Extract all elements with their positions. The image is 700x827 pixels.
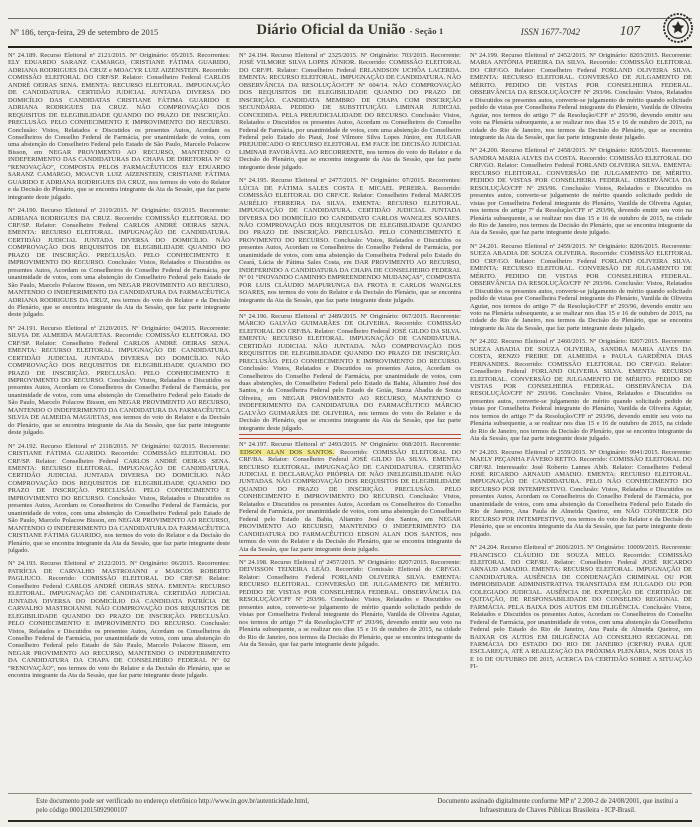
entry-text-post: Recorrido: COMISSÃO ELEITORAL DO CRF/BA. Relator: Conselheiro Federal JOSÉ GILDO DA SILVA. EMENTA: RECURSO ELEITORAL. IMPUGNAÇÃO DE CANDIDATURA. CERTIDÃO JUDICIAL E DECLARAÇÃO PRÓPRIA DE NÃO INELEGIBILIDADE NÃO JUNTADAS. NÃO COMPROVAÇÃO DOS REQUISITOS DE ELEGIBILIDADE QUANDO DO PRAZO DE INSCRIÇÃO. PRECLUSÃO. PELO CONHECIMENTO E IMPROVIMENTO DO RECURSO. Conclusão: Vistos, Relatados e Discutidos os presentes Autos, Acordam os Conselheiros do Conselho Federal de Farmácia, por unanimidade de votos, com uma abstenção do Conselheiro Federal pelo Estado da Bahia, Altamiro José dos Santos, em NEGAR PROVIMENTO AO RECURSO, MANTENDO O INDEFERIMENTO DA CANDIDATURA DO FARMACÊUTICO EDSON ALAN DOS SANTOS, nos termos do voto do Relator e da Decisão do Plenário, que se encontra integrante da Ata da Sessão, que faz parte integrante deste julgado.: [239, 448, 461, 553]
edition-date: Nº 186, terça-feira, 29 de setembro de 2015: [10, 27, 159, 37]
gazette-entry-24190: Nº 24.190. Recurso Eleitoral nº 2119/2015. Nº Originário: 03/2015. Recorrente: ADRIANA RODRIGUES DA CRUZ. Recorrido: COMISSÃO ELEITORAL DO CRF/SP. Relator: Conselheiro Federal CARLOS ANDRÉ OEIRAS SENA. EMENTA: RECURSO ELEITORAL. IMPUGNAÇÃO DE CANDIDATURA. CERTIDÃO JUDICIAL JUNTADA DIVERSA DO DOMICÍLIO. NÃO COMPROVAÇÃO DOS REQUISITOS DE ELEGIBILIDADE QUANDO DO PRAZO DE INSCRIÇÃO. PRECLUSÃO. PELO CONHECIMENTO E IMPROVIMENTO DO RECURSO. Conclusão: Vistos, Relatados e Discutidos os presentes Autos, Acordam os Conselheiros do Conselho Federal de Farmácia, por unanimidade de votos, com uma abstenção do Conselheiro Federal pelo Estado de São Paulo, Marcelo Polacow Bisson, em NEGAR PROVIMENTO AO RECURSO, MANTENDO O INDEFERIMENTO DA CANDIDATURA DA FARMACÊUTICA ADRIANA RODRIGUES DA CRUZ, nos termos do voto do Relator e da Decisão do Plenário, que se encontra integrante da Ata da Sessão, que faz parte integrante deste julgado.: [8, 207, 230, 319]
masthead: [8, 18, 692, 48]
official-seal-icon: [662, 12, 694, 44]
gazette-entry-24195: Nº 24.195. Recurso Eleitoral nº 2477/2015. Nº Originário: 07/2015. Recorrentes: LÚCIA DE FÁTIMA SALES COSTA E MICAEL PEREIRA. Recorrido: COMISSÃO ELEITORAL DO CRF/CE. Relator: Conselheiro Federal MARCOS AURÉLIO FERREIRA DA SILVA. EMENTA: RECURSO ELEITORAL. IMPUGNAÇÃO DE CANDIDATURA. CERTIDÃO JUDICIAL JUNTADA DIVERSA DO DOMICÍLIO DO CANDIDATO CARLOS WANGLES SOARES. NÃO COMPROVAÇÃO DOS REQUISITOS DE ELEGIBILIDADE QUANDO DO PRAZO DE INSCRIÇÃO. PRECLUSÃO. PELO CONHECIMENTO E PROVIMENTO DO RECURSO. Conclusão: Vistos, Relatados e Discutidos os presentes Autos, Acordam os Conselheiros do Conselho Federal de Farmácia, por unanimidade de votos, com uma abstenção da Conselheira Federal pelo Estado do Ceará, Lúcia de Fátima Sales Costa, em DAR PROVIMENTO AO RECURSO, INDEFERINDO A CANDIDATURA DA CHAPA DE CONSELHEIRO FEDERAL Nº 01 “INOVANDO CAMINHO EMPREENDENDO MUDANÇAS”, COMPOSTA POR LUIS CLÁUDIO MAPURUNGA DA FROTA E CARLOS WANGLES SOARES, nos termos do voto do Relator e da Decisão do Plenário, que se encontra integrante da Ata da Sessão, que faz parte integrante deste julgado.: [239, 177, 461, 304]
gazette-entry-24199: Nº 24.199. Recurso Eleitoral nº 2452/2015. Nº Originário: 8203/2015. Recorrente: MARIA ANTÔNIA PEREIRA DA SILVA. Recorrido: COMISSÃO ELEITORAL DO CRF/GO. Relator: Conselheiro Federal FORLAND OLIVEIRA SILVA. EMENTA: RECURSO ELEITORAL. CONVERSÃO DE JULGAMENTO DE MÉRITO. PEDIDO DE VISTAS POR CONSELHEIRA FEDERAL. OBSERVÂNCIA DA RESOLUÇÃO/CFF Nº 293/96. Conclusão: Vistos, Relatados e Discutidos os presentes autos, converte-se julgamento de mérito quando solicitado pedido de vistas por Conselheira Federal integrante do Plenário, Vanilda de Oliveira Aguiar, nos termos do artigo 7º da Resolução/CFF nº 293/96, devendo emitir seu voto na Plenária subsequente, a se realizar nos dias 15 e 16 de outubro de 2015, na cidade do Rio de Janeiro, nos termos da Decisão do Plenário, que se encontra integrante da Ata da Sessão, que faz parte integrante deste julgado.: [470, 52, 692, 141]
verification-note: [8, 797, 309, 815]
gazette-entry-24198: Nº 24.198. Recurso Eleitoral nº 2457/2015. Nº Originário: 8207/2015. Recorrente: DEIVISSON TEIXEIRA LEÃO. Recorrido: Comissão Eleitoral do CRF/GO. Relator: Conselheiro Federal FORLAND OLIVEIRA SILVA. EMENTA: RECURSO ELEITORAL. CONVERSÃO DE JULGAMENTO DE MÉRITO. PEDIDO DE VISTAS POR CONSELHEIRA FEDERAL. OBSERVÂNCIA DA RESOLUÇÃO/CFF Nº 293/96. Conclusão: Vistos, Relatados e Discutidos os presentes autos, converte-se julgamento de mérito quando solicitado pedido de vistas por Conselheira Federal integrante do Plenário, Vanilda de Oliveira Aguiar, nos termos do artigo 7º da Resolução/CFF nº 293/96, devendo emitir seu voto na Plenária subsequente, a se realizar nos dias 15 e 16 de outubro de 2015, na cidade do Rio de Janeiro, nos termos da Decisão do Plenário, que se encontra integrante da Ata da Sessão, que faz parte integrante deste julgado.: [239, 559, 461, 648]
signature-line1: Documento assinado digitalmente conforme MP nº 2.200-2 de 24/08/2001, que institui a: [437, 798, 678, 805]
gazette-entry-24196: Nº 24.196. Recurso Eleitoral nº 2489/2015. Nº Originário: 067/2015. Recorrente: MÁRCIO GALVÃO GUIMARÃES DE OLIVEIRA. Recorrido: COMISSÃO ELEITORAL DO CRF/BA. Relator: Conselheiro Federal JOSÉ GILDO DA SILVA. EMENTA: RECURSO ELEITORAL. IMPUGNAÇÃO DE CANDIDATURA. CERTIDÃO JUDICIAL NÃO JUNTADA. NÃO COMPROVAÇÃO DOS REQUISITOS DE ELEGIBILIDADE QUANDO DO PRAZO DE INSCRIÇÃO. PRECLUSÃO. PELO CONHECIMENTO E IMPROVIMENTO DO RECURSO. Conclusão: Vistos, Relatados e Discutidos os presentes Autos, Acordam os Conselheiros do Conselho Federal de Farmácia, por unanimidade de votos, com duas abstenções, do Conselheiro Federal pelo Estado da Bahia, Altamiro José dos Santos, e da Conselheira Federal pelo Estado de Goiás, Sueza Abadia de Souza Oliveira, em NEGAR PROVIMENTO AO RECURSO, MANTENDO O INDEFERIMENTO DA CANDIDATURA DO FARMACÊUTICO MÁRCIO GALVÃO GUIMARÃES DE OLIVEIRA, nos termos do voto do Relator e da Decisão do Plenário, que se encontra integrante da Ata da Sessão, que faz parte integrante deste julgado.: [239, 312, 461, 432]
signature-line2: Infraestrutura de Chaves Públicas Brasileira - ICP-Brasil.: [479, 807, 636, 814]
page-footer: [8, 793, 692, 822]
gazette-entry-24203: Nº 24.203. Recurso Eleitoral nº 2559/2015. Nº Originário: 9941/2015. Recorrente: MAELY PEÇANHA FÁVERO RETTO. Recorrido: COMISSÃO ELEITORAL DO CRF/RJ. Interessado: José Roberto Lannes Abib. Relator: Conselheiro Federal JOSÉ RICARDO ARNAUD AMADIO. EMENTA: RECURSO ELEITORAL. IMPUGNAÇÃO DE CANDIDATURA. PELO NÃO CONHECIMENTO DO RECURSO POR INTEMPESTIVO. Conclusão: Vistos, Relatados e Discutidos os presentes Autos, Acordam os Conselheiros do Conselho Federal de Farmácia, por unanimidade de votos, com uma abstenção da Conselheira Federal pelo Estado do Rio de Janeiro, Ana Paula de Almeida Queiroz, em NÃO CONHECER DO RECURSO POR INTEMPESTIVO, nos termos do voto do Relator e da Decisão do Plenário, que se encontra integrante da Ata da Sessão, que faz parte integrante deste julgado.: [470, 448, 692, 538]
gazette-entry-24197: [239, 441, 461, 553]
article-columns: [8, 52, 692, 795]
gazette-entry-24193: Nº 24.193. Recurso Eleitoral nº 2122/2015. Nº Originário: 06/2015. Recorrentes: PATRÍCIA DE CARVALHO MASTROIANNI e MARCOS ROBERTO PAGLIUCO. Recorrido: COMISSÃO ELEITORAL DO CRF/SP. Relator: Conselheiro Federal CARLOS ANDRÉ OEIRAS SENA. EMENTA: RECURSO ELEITORAL. IMPUGNAÇÃO DE CANDIDATURA. CERTIDÃO JUDICIAL JUNTADA DIVERSA DO DOMICÍLIO DA CANDIDATA PATRÍCIA DE CARVALHO MASTROIANNI. NÃO COMPROVAÇÃO DOS REQUISITOS DE ELEGIBILIDADE QUANDO DO PRAZO DE INSCRIÇÃO. PRECLUSÃO. PELO CONHECIMENTO E IMPROVIMENTO DO RECURSO. Conclusão: Vistos, Relatados e Discutidos os presentes Autos, Acordam os Conselheiros do Conselho Federal de Farmácia, por unanimidade de votos, com uma abstenção do Conselheiro Federal pelo Estado de São Paulo, Marcelo Polacow Bisson, em NEGAR PROVIMENTO AO RECURSO, MANTENDO O INDEFERIMENTO DA CANDIDATURA DA CHAPA DE CONSELHEIRO FEDERAL Nº 02 “RENOVAÇÃO”, nos termos do voto do Relator e da Decisão do Plenário, que se encontra integrante da Ata da Sessão, que faz parte integrante deste julgado.: [8, 560, 230, 680]
verification-line1: Este documento pode ser verificado no endereço eletrônico http://www.in.gov.br/autenticidade.html,: [36, 798, 309, 805]
yellow-highlight: EDSON ALAN DOS SANTOS.: [240, 448, 335, 456]
annotation-red-box-1: [239, 310, 461, 435]
gazette-entry-24200: Nº 24.200. Recurso Eleitoral nº 2458/2015. Nº Originário: 8205/2015. Recorrente: SANDRA MARIA ALVES DA COSTA. Recorrido: COMISSÃO ELEITORAL DO CRF/GO. Relator: Conselheiro Federal FORLAND OLIVEIRA SILVA. EMENTA: RECURSO ELEITORAL. CONVERSÃO DE JULGAMENTO DE MÉRITO. PEDIDO DE VISTAS POR CONSELHEIRA FEDERAL. OBSERVÂNCIA DA RESOLUÇÃO/CFF Nº 293/96. Conclusão: Vistos, Relatados e Discutidos os presentes autos, converte-se julgamento de mérito quando solicitado pedido de vistas por Conselheira Federal integrante do Plenário, Vanilda de Oliveira Aguiar, nos termos do artigo 7º da Resolução/CFF nº 293/96, devendo emitir seu voto na Plenária subsequente, a se realizar nos dias 15 e 16 de outubro de 2015, na cidade do Rio de Janeiro, nos termos da Decisão do Plenário, que se encontra integrante da Ata da Sessão, que faz parte integrante deste julgado.: [470, 147, 692, 237]
gazette-entry-24194: Nº 24.194. Recurso Eleitoral nº 2325/2015. Nº Originário: 703/2015. Recorrente: JOSÉ VILMORE SILVA LOPES JÚNIOR. Recorrido: COMISSÃO ELEITORAL DO CRF/PI. Relator: Conselheiro Federal ERLANDSON UCHÔA LACERDA. EMENTA: RECURSO ELEITORAL. IMPUGNAÇÃO DE CANDIDATURA. NÃO OBSERVÂNCIA DA RESOLUÇÃO/CFF Nº 604/14. NÃO COMPROVAÇÃO DOS REQUISITOS DE ELEGIBILIDADE QUANDO DO PRAZO DE INSCRIÇÃO. CANDIDATA MEMBRO DE CHAPA COM INSCRIÇÃO SECUNDÁRIA. PEDIDO DE SUBSTITUIÇÃO. LIMINAR JUDICIAL CONCEDIDA. PELA PREJUDICIALIDADE DO RECURSO. Conclusão: Vistos, Relatados e Discutidos os presentes Autos, Acordam os Conselheiros do Conselho Federal de Farmácia, por unanimidade de votos, com uma abstenção do Conselheiro Federal pelo Estado do Piauí, José Vilmore Silva Lopes Júnior, em JULGAR PREJUDICADO O RECURSO ELEITORAL EM FACE DE DECISÃO JUDICIAL LIMINAR FAVORÁVEL AO RECORRENTE, nos termos do voto do Relator e da Decisão do Plenário, que se encontra integrante da Ata da Sessão, que faz parte integrante deste julgado.: [239, 52, 461, 171]
column-3: [470, 52, 692, 795]
section-label: - Seção 1: [409, 26, 444, 36]
gazette-entry-24189: Nº 24.189. Recurso Eleitoral nº 2121/2015. Nº Originário: 05/2015. Recorrentes: ELY EDUARDO SARANZ CAMARGO, CRISTIANE FÁTIMA GUARIDO, ADRIANA RODRIGUES DA CRUZ e MOACYR LUIZ AIZENSTEIN. Recorrido: COMISSÃO ELEITORAL DO CRF/SP. Relator: Conselheiro Federal CARLOS ANDRÉ OEIRAS SENA. EMENTA: RECURSO ELEITORAL. IMPUGNAÇÃO DE CANDIDATURA. CERTIDÃO JUDICIAL JUNTADA DIVERSA DO DOMICÍLIO DAS CANDIDATAS CRISTIANE FÁTIMA GUARIDO E ADRIANA RODRIGUES DA CRUZ. NÃO COMPROVAÇÃO DOS REQUISITOS DE ELEGIBILIDADE QUANDO DO PRAZO DE INSCRIÇÃO. PRECLUSÃO. PELO CONHECIMENTO E IMPROVIMENTO DO RECURSO. Conclusão: Vistos, Relatados e Discutidos os presentes Autos, Acordam os Conselheiros do Conselho Federal de Farmácia, por unanimidade de votos, com uma abstenção do Conselheiro Federal pelo Estado de São Paulo, Marcelo Polacow Bisson, em NEGAR PROVIMENTO AO RECURSO, MANTENDO O INDEFERIMENTO DAS CANDIDATURAS DA CHAPA DE DIRETORIA Nº 02 “RENOVAÇÃO”, COMPOSTA PELOS FARMACÊUTICOS ELY EDUARDO SARANZ CAMARGO, MOACYR LUIZ AIZENSTEIN, CRISTIANE FÁTIMA GUARIDO E ADRIANA RODRIGUES DA CRUZ, nos termos do voto do Relator e da Decisão do Plenário, que se encontra integrante da Ata da Sessão, que faz parte integrante deste julgado.: [8, 52, 230, 201]
column-2: [239, 52, 461, 795]
page-title: [257, 22, 444, 39]
gazette-entry-24192: Nº 24.192. Recurso Eleitoral nº 2118/2015. Nº Originário: 02/2015. Recorrente: CRISTIANE FÁTIMA GUARIDO. Recorrido: COMISSÃO ELEITORAL DO CRF/SP. Relator: Conselheiro Federal CARLOS ANDRÉ OEIRAS SENA. EMENTA: RECURSO ELEITORAL. IMPUGNAÇÃO DE CANDIDATURA. CERTIDÃO JUDICIAL JUNTADA DIVERSA DO DOMICÍLIO. NÃO COMPROVAÇÃO DOS REQUISITOS DE ELEGIBILIDADE QUANDO DO PRAZO DE INSCRIÇÃO. PRECLUSÃO. PELO CONHECIMENTO E IMPROVIMENTO DO RECURSO. Conclusão: Vistos, Relatados e Discutidos os presentes Autos, Acordam os Conselheiros do Conselho Federal de Farmácia, por unanimidade de votos, com uma abstenção do Conselheiro Federal pelo Estado de São Paulo, Marcelo Polacow Bisson, em NEGAR PROVIMENTO AO RECURSO, MANTENDO O INDEFERIMENTO DA CANDIDATURA DA FARMACÊUTICA CRISTIANE FÁTIMA GUARIDO, nos termos do voto do Relator e da Decisão do Plenário, que se encontra integrante da Ata da Sessão, que faz parte integrante deste julgado.: [8, 442, 230, 554]
gazette-entry-24202: Nº 24.202. Recurso Eleitoral nº 2460/2015. Nº Originário: 8207/2015. Recorrente: SUEZA ABADIA DE SOUZA OLIVEIRA, SANDRA MARIA ALVES DA COSTA, RENZO FREIRE DE ALMEIDA e PAULA GARDÊNIA DIAS FERNANDES. Recorrido: COMISSÃO ELEITORAL DO CRF/GO. Relator: Conselheiro Federal FORLAND OLIVEIRA SILVA. EMENTA: RECURSO ELEITORAL. CONVERSÃO DE JULGAMENTO DE MÉRITO. PEDIDO DE VISTAS POR CONSELHEIRA FEDERAL. OBSERVÂNCIA DA RESOLUÇÃO/CFF Nº 293/96. Conclusão: Vistos, Relatados e Discutidos os presentes autos, converte-se julgamento de mérito quando solicitado pedido de vistas por Conselheira Federal integrante do Plenário, Vanilda de Oliveira Aguiar, nos termos do artigo 7º da Resolução/CFF nº 293/96, devendo emitir seu voto na Plenária subsequente, a se realizar nos dias 15 e 16 de outubro de 2015, na cidade do Rio de Janeiro, nos termos da Decisão do Plenário, que se encontra integrante da Ata da Sessão, que faz parte integrante deste julgado.: [470, 338, 692, 443]
entry-text-pre: Nº 24.197. Recurso Eleitoral nº 2493/2015. Nº Originário: 068/2015. Recorrente:: [239, 441, 461, 449]
page-number: 107: [619, 23, 640, 38]
annotation-red-box-2: [239, 438, 461, 556]
gazette-entry-24201: Nº 24.201. Recurso Eleitoral nº 2459/2015. Nº Originário: 8206/2015. Recorrente: SUEZA ABADIA DE SOUZA OLIVEIRA. Recorrido: COMISSÃO ELEITORAL DO CRF/GO. Relator: Conselheiro Federal FORLAND OLIVEIRA SILVA. EMENTA: RECURSO ELEITORAL. CONVERSÃO DE JULGAMENTO DE MÉRITO. PEDIDO DE VISTAS POR CONSELHEIRA FEDERAL. OBSERVÂNCIA DA RESOLUÇÃO/CFF Nº 293/96. Conclusão: Vistos, Relatados e Discutidos os presentes autos, converte-se julgamento de mérito quando solicitado pedido de vistas por Conselheira Federal integrante do Plenário, Vanilda de Oliveira Aguiar, nos termos do artigo 7º da Resolução/CFF nº 293/96, devendo emitir seu voto na Plenária subsequente, a se realizar nos dias 15 e 16 de outubro de 2015, na cidade do Rio de Janeiro, nos termos da Decisão do Plenário, que se encontra integrante da Ata da Sessão, que faz parte integrante deste julgado.: [470, 242, 692, 332]
gazette-entry-24191: Nº 24.191. Recurso Eleitoral nº 2120/2015. Nº Originário: 04/2015. Recorrente: SILVIA DE ALMEIDA MAGUETAS. Recorrido: COMISSÃO ELEITORAL DO CRF/SP. Relator: Conselheiro Federal CARLOS ANDRÉ OEIRAS SENA. EMENTA: RECURSO ELEITORAL. IMPUGNAÇÃO DE CANDIDATURA. CERTIDÃO JUDICIAL JUNTADA DIVERSA DO DOMICÍLIO. NÃO COMPROVAÇÃO DOS REQUISITOS DE ELEGIBILIDADE QUANDO DO PRAZO DE INSCRIÇÃO. PRECLUSÃO. PELO CONHECIMENTO E IMPROVIMENTO DO RECURSO. Conclusão: Vistos, Relatados e Discutidos os presentes Autos, Acordam os Conselheiros do Conselho Federal de Farmácia, por unanimidade de votos, com uma abstenção do Conselheiro Federal pelo Estado de São Paulo, Marcelo Polacow Bisson, em NEGAR PROVIMENTO AO RECURSO, MANTENDO O INDEFERIMENTO DA CANDIDATURA DA FARMACÊUTICA SILVIA DE ALMEIDA MAGUETAS, nos termos do voto do Relator e da Decisão do Plenário, que se encontra integrante da Ata da Sessão, que faz parte integrante deste julgado.: [8, 324, 230, 437]
column-1: [8, 52, 230, 795]
issn-label: ISSN 1677-7042: [520, 27, 580, 37]
verification-line2: pelo código 00012015092900107: [36, 807, 128, 814]
signature-note: [437, 797, 692, 815]
gazette-entry-24204: Nº 24.204. Recurso Eleitoral nº 2606/2015. Nº Originário: 10009/2015. Recorrente: FRANCISCO CLÁUDIO DE SOUZA MELO. Recorrido: COMISSÃO ELEITORAL DO CRF/RJ. Relator: Conselheiro Federal JOSÉ RICARDO ARNAUD AMADIO. EMENTA: RECURSO ELEITORAL. IMPUGNAÇÃO DE CANDIDATURA. AUSÊNCIA DE CONDENAÇÃO CRIMINAL OU POR IMPROBIDADE ADMINISTRATIVA TRANSITADA EM JULGADO OU POR COLEGIADO JUDICIAL. AUSÊNCIA DE EXPEDIÇÃO DE CERTIDÃO DE QUITAÇÃO, DE RESPONSABILIDADE DO CONSELHO REGIONAL DE FARMÁCIA. PELA BAIXA DOS AUTOS EM DILIGÊNCIA. Conclusão: Vistos, Relatados e Discutidos os presentes Autos, Acordam os Conselheiros do Conselho Federal de Farmácia, por unanimidade de votos, com uma abstenção da Conselheira Federal pelo Estado do Rio de Janeiro, Ana Paula de Almeida Queiroz, em BAIXAR OS AUTOS EM DILIGÊNCIA AO CONSELHO REGIONAL DE FARMÁCIA DO ESTADO DO RIO DE JANEIRO (CRF/RJ) PARA QUE ESCLAREÇA, ATÉ A REALIZAÇÃO DA PRÓXIMA PLENÁRIA, NOS DIAS 15 E 16 DE OUTUBRO DE 2015, ACERCA DA CERTIDÃO SOBRE A SITUAÇÃO FI-: [470, 544, 692, 671]
gazette-title: Diário Oficial da União: [256, 22, 406, 38]
